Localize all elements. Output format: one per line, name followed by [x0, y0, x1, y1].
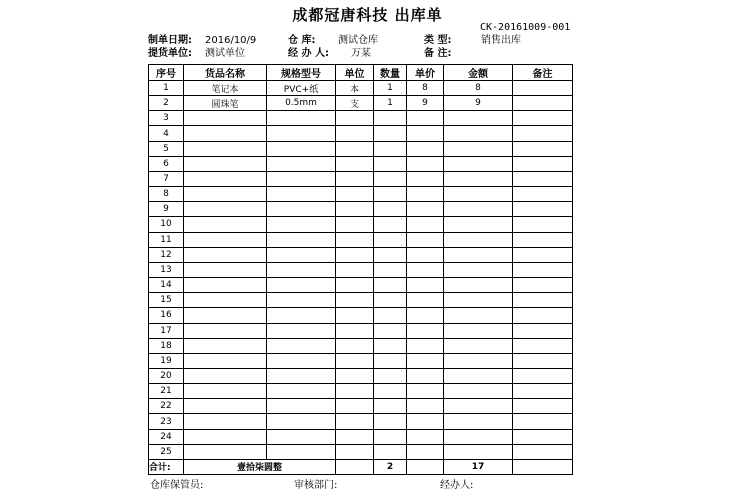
item-price [407, 308, 444, 323]
item-unit: 本 [336, 81, 374, 96]
item-spec [267, 293, 336, 308]
item-note [513, 96, 573, 111]
item-amount [444, 156, 513, 171]
item-note [513, 247, 573, 262]
item-price [407, 141, 444, 156]
table-row [149, 323, 573, 338]
item-unit [336, 232, 374, 247]
row-index: 3 [149, 111, 184, 126]
item-name [184, 126, 267, 141]
item-price [407, 217, 444, 232]
item-unit [336, 323, 374, 338]
table-row [149, 96, 573, 111]
row-index: 14 [149, 278, 184, 293]
table-row [149, 414, 573, 429]
header-note: 备注 [513, 65, 573, 81]
remark-label: 备 注: [424, 48, 452, 59]
total-label: 合计: [149, 459, 184, 474]
item-price [407, 293, 444, 308]
item-spec [267, 384, 336, 399]
table-row [149, 202, 573, 217]
item-name [184, 293, 267, 308]
item-name: 圆珠笔 [184, 96, 267, 111]
item-spec [267, 323, 336, 338]
item-price [407, 202, 444, 217]
item-spec [267, 444, 336, 459]
audit-dept-label: 审核部门: [294, 480, 338, 491]
item-spec [267, 217, 336, 232]
item-qty [374, 187, 407, 202]
item-name [184, 444, 267, 459]
item-amount [444, 202, 513, 217]
item-unit [336, 308, 374, 323]
header-index: 序号 [149, 65, 184, 81]
item-amount [444, 171, 513, 186]
item-qty [374, 278, 407, 293]
item-amount [444, 323, 513, 338]
table-row [149, 262, 573, 277]
item-qty [374, 262, 407, 277]
item-qty [374, 141, 407, 156]
row-index: 16 [149, 308, 184, 323]
item-name: 笔记本 [184, 81, 267, 96]
header-price: 单价 [407, 65, 444, 81]
row-index: 1 [149, 81, 184, 96]
item-price [407, 338, 444, 353]
item-unit [336, 429, 374, 444]
item-unit [336, 384, 374, 399]
item-price [407, 429, 444, 444]
table-row [149, 338, 573, 353]
row-index: 17 [149, 323, 184, 338]
item-note [513, 202, 573, 217]
table-row [149, 399, 573, 414]
item-qty [374, 247, 407, 262]
row-index: 13 [149, 262, 184, 277]
item-qty [374, 126, 407, 141]
item-qty [374, 353, 407, 368]
item-qty [374, 384, 407, 399]
item-amount [444, 247, 513, 262]
row-index: 8 [149, 187, 184, 202]
item-qty [374, 156, 407, 171]
row-index: 15 [149, 293, 184, 308]
item-qty [374, 111, 407, 126]
item-note [513, 308, 573, 323]
item-unit [336, 368, 374, 383]
table-row [149, 141, 573, 156]
item-amount: 8 [444, 81, 513, 96]
item-amount [444, 278, 513, 293]
item-spec [267, 338, 336, 353]
item-qty [374, 293, 407, 308]
item-note [513, 293, 573, 308]
row-index: 22 [149, 399, 184, 414]
header-spec: 规格型号 [267, 65, 336, 81]
item-unit [336, 156, 374, 171]
total-row [149, 459, 573, 474]
row-index: 12 [149, 247, 184, 262]
item-unit [336, 338, 374, 353]
row-index: 9 [149, 202, 184, 217]
table-row [149, 278, 573, 293]
item-amount [444, 126, 513, 141]
date-label: 制单日期: [148, 35, 192, 46]
item-unit [336, 187, 374, 202]
item-spec [267, 429, 336, 444]
item-note [513, 156, 573, 171]
item-unit [336, 141, 374, 156]
item-unit [336, 202, 374, 217]
table-row [149, 308, 573, 323]
item-price [407, 368, 444, 383]
item-unit [336, 111, 374, 126]
table-row [149, 353, 573, 368]
warehouse-keeper-label: 仓库保管员: [150, 480, 204, 491]
item-amount [444, 293, 513, 308]
item-qty [374, 368, 407, 383]
item-note [513, 429, 573, 444]
row-index: 7 [149, 171, 184, 186]
item-name [184, 247, 267, 262]
row-index: 24 [149, 429, 184, 444]
total-note-cell [513, 459, 573, 474]
item-unit [336, 278, 374, 293]
header-qty: 数量 [374, 65, 407, 81]
item-qty [374, 217, 407, 232]
item-spec [267, 187, 336, 202]
header-unit: 单位 [336, 65, 374, 81]
item-note [513, 187, 573, 202]
item-spec [267, 278, 336, 293]
item-amount [444, 308, 513, 323]
item-amount [444, 141, 513, 156]
item-spec [267, 368, 336, 383]
table-row [149, 293, 573, 308]
handler-value: 万某 [351, 48, 371, 59]
item-price [407, 187, 444, 202]
warehouse-label: 仓 库: [288, 35, 316, 46]
item-name [184, 384, 267, 399]
item-note [513, 126, 573, 141]
item-name [184, 278, 267, 293]
item-note [513, 414, 573, 429]
item-price [407, 247, 444, 262]
item-spec [267, 353, 336, 368]
item-note [513, 111, 573, 126]
item-amount [444, 444, 513, 459]
item-price: 9 [407, 96, 444, 111]
item-note [513, 384, 573, 399]
row-index: 21 [149, 384, 184, 399]
row-index: 4 [149, 126, 184, 141]
item-spec [267, 202, 336, 217]
item-spec [267, 414, 336, 429]
item-name [184, 111, 267, 126]
item-amount [444, 399, 513, 414]
item-qty [374, 429, 407, 444]
row-index: 10 [149, 217, 184, 232]
table-row [149, 429, 573, 444]
item-amount [444, 368, 513, 383]
item-qty [374, 414, 407, 429]
table-row [149, 187, 573, 202]
item-note [513, 171, 573, 186]
type-label: 类 型: [424, 35, 452, 46]
row-index: 6 [149, 156, 184, 171]
item-note [513, 262, 573, 277]
footer-handler-label: 经办人: [440, 480, 474, 491]
item-name [184, 262, 267, 277]
item-unit: 支 [336, 96, 374, 111]
item-name [184, 399, 267, 414]
item-amount [444, 414, 513, 429]
item-qty [374, 323, 407, 338]
type-value: 销售出库 [481, 35, 521, 46]
item-note [513, 278, 573, 293]
item-spec [267, 141, 336, 156]
item-note [513, 353, 573, 368]
item-spec: PVC+纸 [267, 81, 336, 96]
row-index: 11 [149, 232, 184, 247]
item-qty: 1 [374, 81, 407, 96]
table-row [149, 126, 573, 141]
item-price: 8 [407, 81, 444, 96]
table-row [149, 111, 573, 126]
table-row [149, 217, 573, 232]
item-amount [444, 429, 513, 444]
pickup-unit-value: 测试单位 [205, 48, 245, 59]
item-amount [444, 353, 513, 368]
total-amount-words: 壹拾柒圆整 [184, 459, 336, 474]
item-unit [336, 126, 374, 141]
item-qty [374, 308, 407, 323]
item-price [407, 353, 444, 368]
warehouse-value: 测试仓库 [338, 35, 378, 46]
item-qty [374, 232, 407, 247]
item-note [513, 338, 573, 353]
item-amount [444, 111, 513, 126]
item-note [513, 81, 573, 96]
item-note [513, 399, 573, 414]
item-spec [267, 126, 336, 141]
outbound-items-table [148, 64, 573, 475]
item-qty [374, 444, 407, 459]
item-amount: 9 [444, 96, 513, 111]
item-qty [374, 202, 407, 217]
row-index: 19 [149, 353, 184, 368]
item-note [513, 232, 573, 247]
item-name [184, 217, 267, 232]
item-spec [267, 232, 336, 247]
item-name [184, 171, 267, 186]
item-note [513, 217, 573, 232]
item-spec [267, 399, 336, 414]
total-qty: 2 [374, 459, 407, 474]
item-price [407, 171, 444, 186]
item-name [184, 232, 267, 247]
item-unit [336, 247, 374, 262]
item-spec [267, 308, 336, 323]
item-unit [336, 353, 374, 368]
item-spec [267, 262, 336, 277]
item-name [184, 414, 267, 429]
item-unit [336, 171, 374, 186]
item-qty [374, 338, 407, 353]
item-name [184, 187, 267, 202]
item-unit [336, 414, 374, 429]
item-note [513, 323, 573, 338]
item-qty [374, 399, 407, 414]
item-name [184, 156, 267, 171]
table-row [149, 247, 573, 262]
item-name [184, 202, 267, 217]
date-value: 2016/10/9 [205, 35, 257, 46]
item-note [513, 444, 573, 459]
item-name [184, 338, 267, 353]
row-index: 2 [149, 96, 184, 111]
row-index: 18 [149, 338, 184, 353]
item-qty: 1 [374, 96, 407, 111]
item-spec: 0.5mm [267, 96, 336, 111]
item-price [407, 126, 444, 141]
row-index: 5 [149, 141, 184, 156]
header-amount: 金额 [444, 65, 513, 81]
total-amount: 17 [444, 459, 513, 474]
item-unit [336, 399, 374, 414]
item-unit [336, 217, 374, 232]
item-price [407, 444, 444, 459]
item-spec [267, 247, 336, 262]
item-unit [336, 444, 374, 459]
item-name [184, 368, 267, 383]
row-index: 23 [149, 414, 184, 429]
table-row [149, 384, 573, 399]
item-unit [336, 293, 374, 308]
item-amount [444, 217, 513, 232]
item-name [184, 141, 267, 156]
item-name [184, 429, 267, 444]
total-price-cell [407, 459, 444, 474]
table-header-row [149, 65, 573, 81]
item-price [407, 323, 444, 338]
item-price [407, 384, 444, 399]
item-name [184, 323, 267, 338]
item-name [184, 353, 267, 368]
item-amount [444, 384, 513, 399]
table-row [149, 444, 573, 459]
item-qty [374, 171, 407, 186]
item-name [184, 308, 267, 323]
row-index: 25 [149, 444, 184, 459]
item-spec [267, 111, 336, 126]
total-unit-cell [336, 459, 374, 474]
item-price [407, 414, 444, 429]
item-unit [336, 262, 374, 277]
table-row [149, 81, 573, 96]
table-row [149, 171, 573, 186]
item-price [407, 262, 444, 277]
item-price [407, 278, 444, 293]
pickup-unit-label: 提货单位: [148, 48, 192, 59]
document-title: 成都冠唐科技 出库单 [292, 6, 443, 24]
document-number: CK-20161009-001 [480, 22, 571, 33]
item-price [407, 232, 444, 247]
item-note [513, 368, 573, 383]
item-amount [444, 262, 513, 277]
row-index: 20 [149, 368, 184, 383]
item-price [407, 399, 444, 414]
header-name: 货品名称 [184, 65, 267, 81]
item-note [513, 141, 573, 156]
table-row [149, 156, 573, 171]
table-row [149, 368, 573, 383]
item-amount [444, 187, 513, 202]
table-row [149, 232, 573, 247]
item-price [407, 111, 444, 126]
item-price [407, 156, 444, 171]
item-spec [267, 156, 336, 171]
item-amount [444, 338, 513, 353]
item-spec [267, 171, 336, 186]
item-amount [444, 232, 513, 247]
handler-label: 经 办 人: [288, 48, 329, 59]
